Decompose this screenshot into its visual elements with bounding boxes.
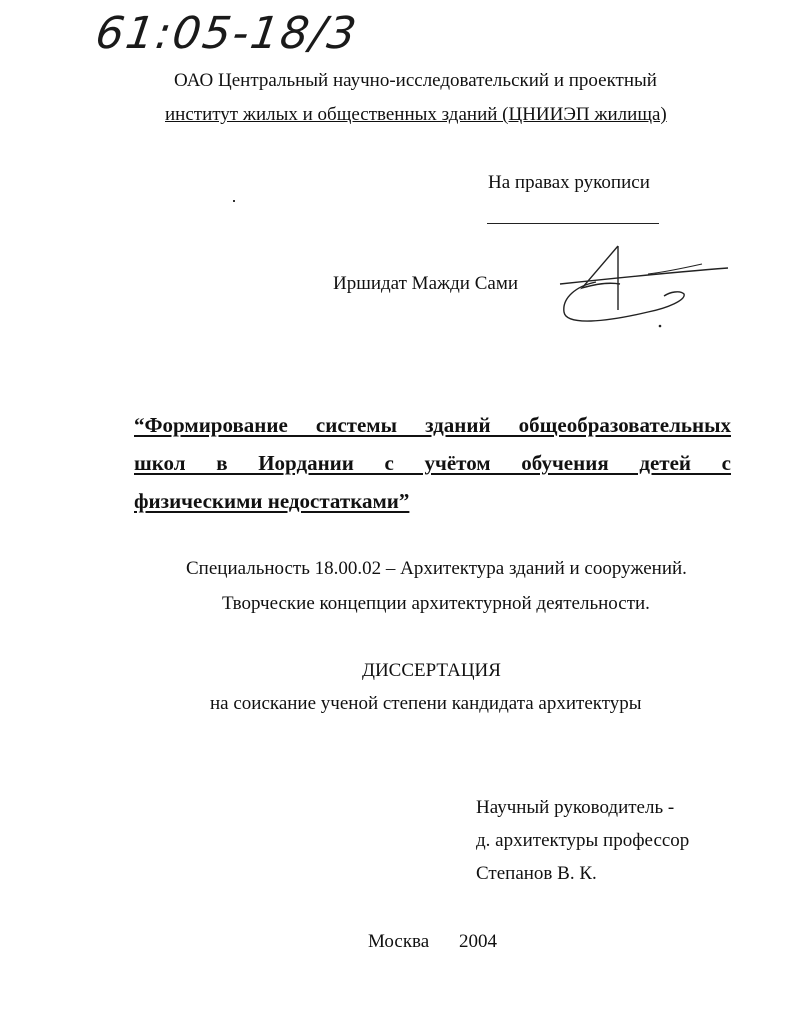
city: Москва <box>368 931 430 952</box>
title-line-3: физическими недостатками” <box>134 489 410 513</box>
specialty-line-1: Специальность 18.00.02 – Архитектура зданий и сооружений. <box>186 558 687 579</box>
degree-line: на соискание ученой степени кандидата архитектуры <box>210 693 642 714</box>
document-type: ДИССЕРТАЦИЯ <box>362 660 501 681</box>
scan-speck <box>233 200 235 202</box>
specialty-line-2: Творческие концепции архитектурной деятельности. <box>222 593 650 614</box>
rights-note: На правах рукописи <box>488 172 650 193</box>
organization-line-1: ОАО Центральный научно-исследовательский и проектный <box>174 70 657 91</box>
supervisor-line-1: Научный руководитель - <box>476 797 675 818</box>
title-line-1: “Формирование системы зданий общеобразовательных <box>134 413 731 437</box>
year: 2004 <box>459 931 497 952</box>
rights-underline <box>487 223 659 224</box>
dissertation-title <box>134 406 731 520</box>
supervisor-line-2: д. архитектуры профессор <box>476 830 690 851</box>
author-signature <box>556 238 736 333</box>
organization-line-2: институт жилых и общественных зданий (ЦНИИЭП жилища) <box>165 104 667 125</box>
supervisor-line-3: Степанов В. К. <box>476 863 597 884</box>
title-line-2: школ в Иордании с учётом обучения детей с <box>134 451 731 475</box>
author-name: Иршидат Мажди Сами <box>333 273 519 294</box>
archive-code-handwritten: 61:05-18/3 <box>92 8 362 59</box>
